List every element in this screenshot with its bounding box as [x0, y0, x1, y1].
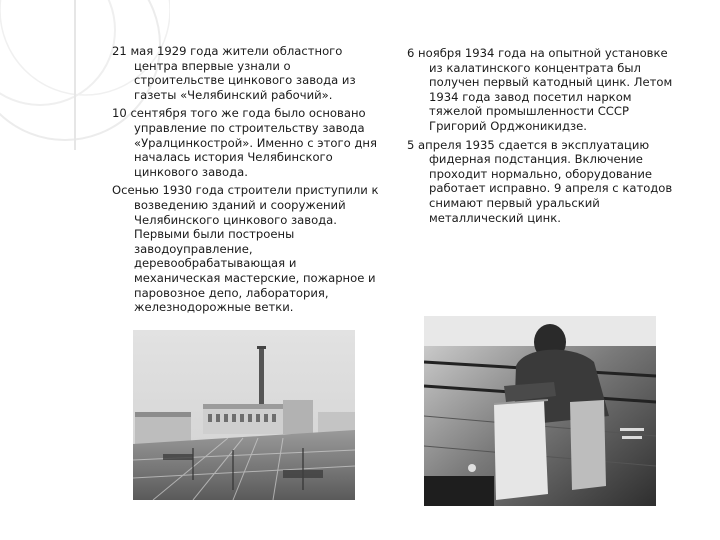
worker-cathode-illustration	[424, 316, 656, 506]
paragraph-1929-newspaper: 21 мая 1929 года жители областного центра впервые узнали о строительстве цинкового завода из газеты «Челябинский рабочий».	[112, 44, 356, 102]
paragraph-1935-substation: 5 апреля 1935 сдается в эксплуатацию фидерная подстанция. Включение проходит нормально, оборудование работает исправно. 9 апреля с катодов снимают первый уральский металлический цинк.	[407, 137, 673, 225]
factory-panorama-photo	[133, 330, 355, 500]
right-text-column	[407, 46, 682, 229]
worker-cathode-photo	[424, 316, 656, 506]
paragraph-1930-construction: Осенью 1930 года строители приступили к возведению зданий и сооружений Челябинского цинкового завода. Первыми были построены заводоуправление, деревообрабатывающая и механическая мастерские, пожарное и паровозное депо, лаборатория, железнодорожные ветки.	[112, 183, 379, 315]
paragraph-uraltsinkostroy: 10 сентября того же года было основано управление по строительству завода «Уралцинкострой». Именно с этого дня началась история Челябинского цинкового завода.	[112, 106, 377, 179]
factory-panorama-illustration	[133, 330, 355, 500]
paragraph-1934-first-zinc: 6 ноября 1934 года на опытной установке из калатинского концентрата был получен первый катодный цинк. Летом 1934 года завод посетил нарком тяжелой промышленности СССР Григорий Орджоникидзе.	[407, 46, 673, 133]
sidebar-rule	[74, 0, 76, 150]
left-text-column	[112, 44, 384, 319]
